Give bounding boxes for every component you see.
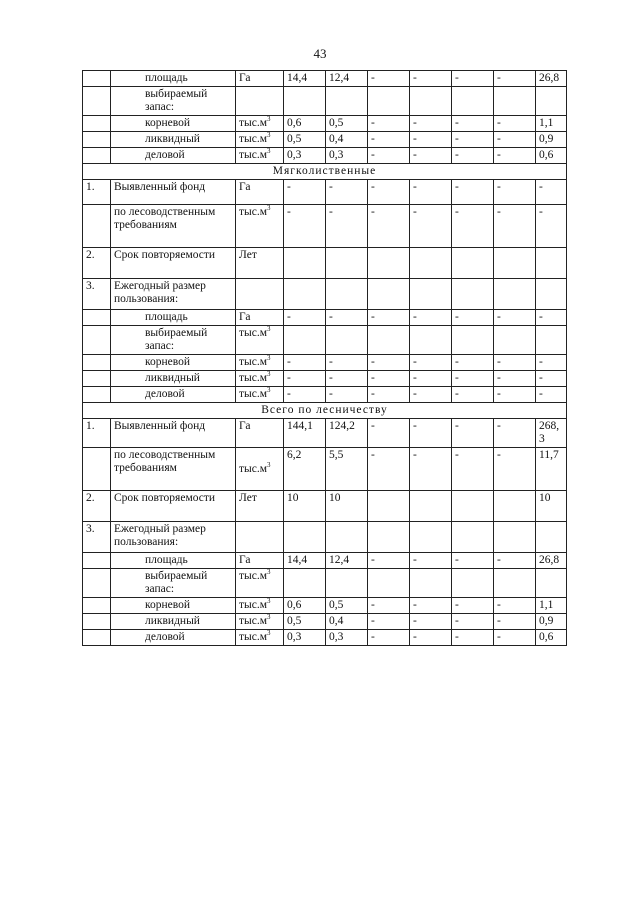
value-cell: - [452, 116, 494, 132]
value-cell: 144,1 [284, 419, 326, 448]
table-row [83, 310, 567, 326]
row-label: выбираемый запас: [111, 87, 236, 116]
value-cell [326, 326, 368, 355]
value-cell [284, 87, 326, 116]
value-cell [368, 522, 410, 553]
value-cell: - [494, 116, 536, 132]
total-cell [536, 326, 567, 355]
total-cell: 26,8 [536, 71, 567, 87]
forest-use-table [82, 70, 567, 646]
unit-cell: Га [236, 419, 284, 448]
total-cell: 1,1 [536, 116, 567, 132]
total-cell: 268,3 [536, 419, 567, 448]
value-cell: 10 [326, 491, 368, 522]
unit-cell: Га [236, 310, 284, 326]
row-label: ликвидный [111, 132, 236, 148]
value-cell [368, 87, 410, 116]
row-label: корневой [111, 116, 236, 132]
row-number: 1. [83, 180, 111, 205]
unit-cell: $тыс.м^3$ [236, 132, 284, 148]
unit-cell: $тыс.м^3$ [236, 448, 284, 491]
total-cell: 10 [536, 491, 567, 522]
total-cell: 0,9 [536, 614, 567, 630]
value-cell: - [368, 614, 410, 630]
row-label: Выявленный фонд [111, 419, 236, 448]
value-cell: - [368, 387, 410, 403]
value-cell [410, 248, 452, 279]
section-title: Всего по лесничеству [83, 403, 567, 419]
row-number [83, 326, 111, 355]
value-cell [410, 569, 452, 598]
value-cell: - [326, 371, 368, 387]
value-cell [494, 491, 536, 522]
value-cell [494, 279, 536, 310]
value-cell: - [368, 630, 410, 646]
table-row [83, 522, 567, 553]
row-label: Срок повторяемости [111, 491, 236, 522]
unit-cell: Лет [236, 491, 284, 522]
value-cell: - [452, 614, 494, 630]
value-cell [284, 279, 326, 310]
row-label: корневой [111, 355, 236, 371]
section-row [83, 164, 567, 180]
value-cell: 0,4 [326, 614, 368, 630]
total-cell: 1,1 [536, 598, 567, 614]
value-cell [284, 569, 326, 598]
value-cell: - [368, 71, 410, 87]
value-cell [410, 522, 452, 553]
value-cell: 124,2 [326, 419, 368, 448]
value-cell: - [368, 205, 410, 248]
total-cell: 0,9 [536, 132, 567, 148]
value-cell: - [452, 71, 494, 87]
row-number: 3. [83, 279, 111, 310]
value-cell [452, 248, 494, 279]
total-cell [536, 279, 567, 310]
table-row [83, 87, 567, 116]
value-cell [368, 248, 410, 279]
value-cell: - [410, 448, 452, 491]
total-cell [536, 522, 567, 553]
row-number [83, 387, 111, 403]
value-cell: - [368, 180, 410, 205]
value-cell: 0,4 [326, 132, 368, 148]
value-cell: - [326, 355, 368, 371]
unit-cell: $тыс.м^3$ [236, 387, 284, 403]
unit-cell: $тыс.м^3$ [236, 598, 284, 614]
table-row [83, 355, 567, 371]
value-cell [368, 326, 410, 355]
value-cell: - [326, 387, 368, 403]
value-cell: 0,6 [284, 116, 326, 132]
value-cell [326, 522, 368, 553]
value-cell: - [494, 71, 536, 87]
value-cell [452, 326, 494, 355]
value-cell: - [452, 132, 494, 148]
value-cell: 6,2 [284, 448, 326, 491]
value-cell [452, 569, 494, 598]
value-cell: - [410, 132, 452, 148]
value-cell: 0,6 [284, 598, 326, 614]
value-cell: - [494, 371, 536, 387]
value-cell: 0,5 [326, 598, 368, 614]
value-cell: 0,3 [284, 148, 326, 164]
table-row [83, 116, 567, 132]
value-cell: - [410, 387, 452, 403]
row-number [83, 205, 111, 248]
value-cell [284, 326, 326, 355]
value-cell: - [410, 614, 452, 630]
unit-cell [236, 279, 284, 310]
value-cell: - [452, 387, 494, 403]
table-row [83, 553, 567, 569]
total-cell: 11,7 [536, 448, 567, 491]
value-cell: - [368, 419, 410, 448]
row-number [83, 371, 111, 387]
row-label: площадь [111, 553, 236, 569]
value-cell: - [452, 371, 494, 387]
row-number [83, 614, 111, 630]
value-cell: 0,5 [326, 116, 368, 132]
value-cell [326, 248, 368, 279]
value-cell: - [452, 419, 494, 448]
unit-cell [236, 522, 284, 553]
value-cell: - [368, 116, 410, 132]
row-number [83, 448, 111, 491]
value-cell: - [368, 132, 410, 148]
total-cell [536, 87, 567, 116]
value-cell: - [410, 148, 452, 164]
row-label: Срок повторяемости [111, 248, 236, 279]
value-cell [368, 569, 410, 598]
value-cell: - [494, 387, 536, 403]
row-number [83, 553, 111, 569]
table-row [83, 205, 567, 248]
value-cell: - [494, 614, 536, 630]
total-cell: 0,6 [536, 630, 567, 646]
value-cell: 5,5 [326, 448, 368, 491]
value-cell: - [494, 355, 536, 371]
value-cell [452, 279, 494, 310]
section-row [83, 403, 567, 419]
unit-cell: Га [236, 180, 284, 205]
value-cell: 0,5 [284, 614, 326, 630]
value-cell: - [410, 630, 452, 646]
value-cell: - [452, 553, 494, 569]
value-cell: - [452, 598, 494, 614]
value-cell: - [410, 419, 452, 448]
value-cell: 0,3 [284, 630, 326, 646]
page-number: 43 [313, 46, 327, 61]
value-cell: - [452, 630, 494, 646]
value-cell: - [494, 148, 536, 164]
unit-cell: $тыс.м^3$ [236, 116, 284, 132]
row-number [83, 310, 111, 326]
value-cell: - [368, 371, 410, 387]
table-row [83, 614, 567, 630]
row-number: 2. [83, 491, 111, 522]
value-cell: - [368, 448, 410, 491]
value-cell: - [494, 598, 536, 614]
unit-cell: $тыс.м^3$ [236, 569, 284, 598]
row-number [83, 87, 111, 116]
row-number [83, 355, 111, 371]
value-cell: - [410, 180, 452, 205]
value-cell: - [410, 310, 452, 326]
value-cell: - [410, 598, 452, 614]
value-cell: - [494, 180, 536, 205]
row-number [83, 116, 111, 132]
value-cell: 0,3 [326, 630, 368, 646]
value-cell: - [368, 598, 410, 614]
table-row [83, 279, 567, 310]
value-cell [326, 87, 368, 116]
value-cell: - [494, 310, 536, 326]
row-label: площадь [111, 71, 236, 87]
value-cell: - [326, 180, 368, 205]
row-number: 2. [83, 248, 111, 279]
value-cell [452, 491, 494, 522]
value-cell [410, 326, 452, 355]
row-number [83, 598, 111, 614]
row-label: по лесоводственным требованиям [111, 448, 236, 491]
value-cell: 12,4 [326, 71, 368, 87]
value-cell [284, 248, 326, 279]
table-row [83, 132, 567, 148]
value-cell [368, 491, 410, 522]
table-row [83, 371, 567, 387]
value-cell: - [452, 355, 494, 371]
total-cell: 26,8 [536, 553, 567, 569]
value-cell [494, 522, 536, 553]
total-cell [536, 569, 567, 598]
row-label: выбираемый запас: [111, 326, 236, 355]
row-label: деловой [111, 148, 236, 164]
row-number: 1. [83, 419, 111, 448]
table-row [83, 248, 567, 279]
value-cell: - [326, 205, 368, 248]
unit-cell: Га [236, 553, 284, 569]
row-number [83, 148, 111, 164]
value-cell: - [284, 180, 326, 205]
value-cell [326, 279, 368, 310]
value-cell: - [452, 148, 494, 164]
value-cell [410, 87, 452, 116]
value-cell: - [452, 180, 494, 205]
unit-cell: Лет [236, 248, 284, 279]
table-row [83, 491, 567, 522]
total-cell [536, 248, 567, 279]
value-cell: - [368, 553, 410, 569]
row-label: корневой [111, 598, 236, 614]
value-cell: - [494, 132, 536, 148]
row-label: выбираемый запас: [111, 569, 236, 598]
value-cell [494, 326, 536, 355]
value-cell: - [410, 205, 452, 248]
row-number [83, 630, 111, 646]
row-label: по лесоводственным требованиям [111, 205, 236, 248]
total-cell: - [536, 180, 567, 205]
value-cell: 14,4 [284, 553, 326, 569]
row-label: Выявленный фонд [111, 180, 236, 205]
value-cell: 12,4 [326, 553, 368, 569]
row-label: Ежегодный размер пользования: [111, 522, 236, 553]
total-cell: 0,6 [536, 148, 567, 164]
total-cell: - [536, 205, 567, 248]
table-row [83, 598, 567, 614]
value-cell: - [284, 205, 326, 248]
value-cell [452, 522, 494, 553]
value-cell: - [410, 355, 452, 371]
value-cell: - [284, 387, 326, 403]
value-cell: - [410, 371, 452, 387]
value-cell [368, 279, 410, 310]
value-cell [494, 569, 536, 598]
table-row [83, 448, 567, 491]
value-cell: - [494, 553, 536, 569]
unit-cell [236, 87, 284, 116]
table-row [83, 419, 567, 448]
value-cell: - [494, 205, 536, 248]
row-label: площадь [111, 310, 236, 326]
unit-cell: Га [236, 71, 284, 87]
value-cell: - [494, 630, 536, 646]
row-label: деловой [111, 387, 236, 403]
value-cell [284, 522, 326, 553]
value-cell: - [284, 310, 326, 326]
row-number [83, 132, 111, 148]
unit-cell: $тыс.м^3$ [236, 630, 284, 646]
row-label: ликвидный [111, 371, 236, 387]
row-label: ликвидный [111, 614, 236, 630]
row-label: деловой [111, 630, 236, 646]
table-row [83, 180, 567, 205]
value-cell: - [452, 310, 494, 326]
value-cell: 10 [284, 491, 326, 522]
value-cell [494, 248, 536, 279]
unit-cell: $тыс.м^3$ [236, 355, 284, 371]
value-cell: - [410, 116, 452, 132]
table-row [83, 387, 567, 403]
total-cell: - [536, 355, 567, 371]
table-row [83, 630, 567, 646]
row-number [83, 71, 111, 87]
unit-cell: $тыс.м^3$ [236, 205, 284, 248]
value-cell: - [368, 148, 410, 164]
value-cell: - [494, 419, 536, 448]
table-row [83, 569, 567, 598]
row-label: Ежегодный размер пользования: [111, 279, 236, 310]
row-number: 3. [83, 522, 111, 553]
unit-cell: $тыс.м^3$ [236, 371, 284, 387]
value-cell [410, 491, 452, 522]
value-cell: 14,4 [284, 71, 326, 87]
value-cell: - [284, 355, 326, 371]
row-number [83, 569, 111, 598]
value-cell: 0,5 [284, 132, 326, 148]
table-row [83, 148, 567, 164]
value-cell: - [326, 310, 368, 326]
value-cell [326, 569, 368, 598]
value-cell: - [452, 205, 494, 248]
total-cell: - [536, 387, 567, 403]
unit-cell: $тыс.м^3$ [236, 614, 284, 630]
value-cell: - [410, 71, 452, 87]
unit-cell: $тыс.м^3$ [236, 326, 284, 355]
value-cell: - [368, 310, 410, 326]
section-title: Мягколиственные [83, 164, 567, 180]
value-cell: - [452, 448, 494, 491]
total-cell: - [536, 310, 567, 326]
value-cell [410, 279, 452, 310]
value-cell: 0,3 [326, 148, 368, 164]
table-row [83, 71, 567, 87]
value-cell: - [494, 448, 536, 491]
value-cell [494, 87, 536, 116]
value-cell: - [410, 553, 452, 569]
total-cell: - [536, 371, 567, 387]
unit-cell: $тыс.м^3$ [236, 148, 284, 164]
value-cell: - [368, 355, 410, 371]
value-cell: - [284, 371, 326, 387]
value-cell [452, 87, 494, 116]
table-row [83, 326, 567, 355]
